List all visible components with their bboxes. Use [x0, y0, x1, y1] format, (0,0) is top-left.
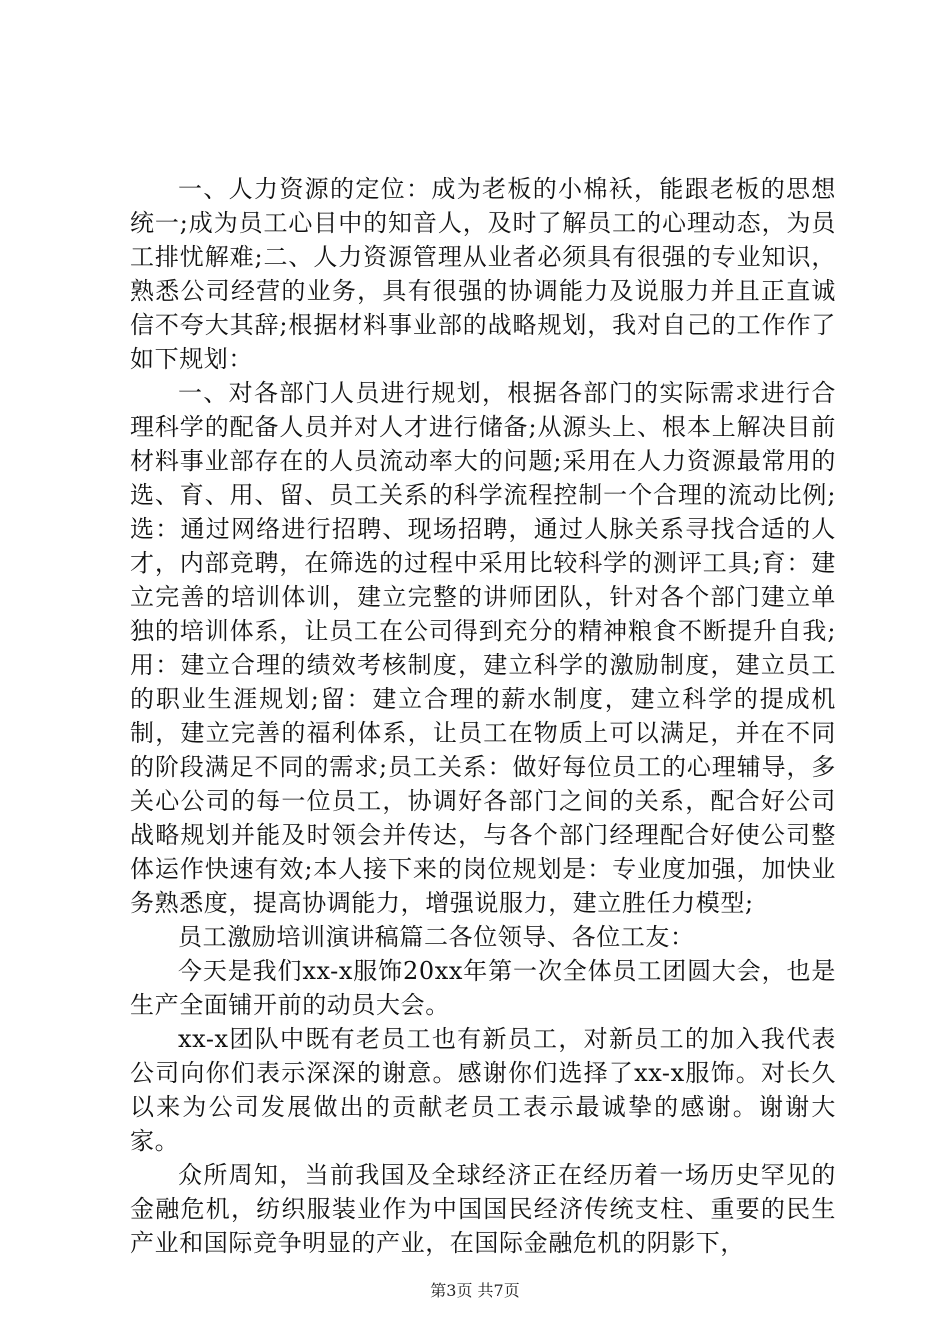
page-number-footer: 第3页 共7页 [430, 1281, 520, 1300]
paragraph-department-planning: 一、对各部门人员进行规划，根据各部门的实际需求进行合理科学的配备人员并对人才进行储备;从源头上、根本上解决目前材料事业部存在的人员流动率大的问题;采用在人力资源最常用的选、育、用、留、员工关系的科学流程控制一个合理的流动比例;选：通过网络进行招聘、现场招聘，通过人脉关系寻找合适的人才，内部竞聘，在筛选的过程中采用比较科学的测评工具;育：建立完善的培训体训，建立完整的讲师团队，针对各个部门建立单独的培训体系，让员工在公司得到充分的精神粮食不断提升自我;用：建立合理的绩效考核制度，建立科学的激励制度，建立员工的职业生涯规划;留：建立合理的薪水制度，建立科学的提成机制，建立完善的福利体系，让员工在物质上可以满足，并在不同的阶段满足不同的需求;员工关系：做好每位员工的心理辅导，多关心公司的每一位员工，协调好各部门之间的关系，配合好公司战略规划并能及时领会并传达，与各个部门经理配合好使公司整体运作快速有效;本人接下来的岗位规划是：专业度加强，加快业务熟悉度，提高协调能力，增强说服力，建立胜任力模型; [130, 379, 836, 917]
paragraph-financial-crisis: 众所周知，当前我国及全球经济正在经历着一场历史罕见的金融危机，纺织服装业作为中国国民经济传统支柱、重要的民生产业和国际竞争明显的产业，在国际金融危机的阴影下， [130, 1161, 836, 1257]
paragraph-speech-title: 员工激励培训演讲稿篇二各位领导、各位工友： [178, 923, 695, 951]
paragraph-thanks-employees: xx-x团队中既有老员工也有新员工，对新员工的加入我代表公司向你们表示深深的谢意。感谢你们选择了xx-x服饰。对长久以来为公司发展做出的贡献老员工表示最诚挚的感谢。谢谢大家。 [130, 1025, 836, 1155]
paragraph-reunion-meeting: 今天是我们xx-x服饰20xx年第一次全体员工团圆大会，也是生产全面铺开前的动员大会。 [130, 957, 836, 1019]
paragraph-hr-positioning: 一、人力资源的定位：成为老板的小棉袄，能跟老板的思想统一;成为员工心目中的知音人，及时了解员工的心理动态，为员工排忧解难;二、人力资源管理从业者必须具有很强的专业知识，熟悉公司经营的业务，具有很强的协调能力及说服力并且正直诚信不夸大其辞;根据材料事业部的战略规划，我对自己的工作作了如下规划： [130, 175, 836, 373]
document-body [130, 172, 836, 1260]
